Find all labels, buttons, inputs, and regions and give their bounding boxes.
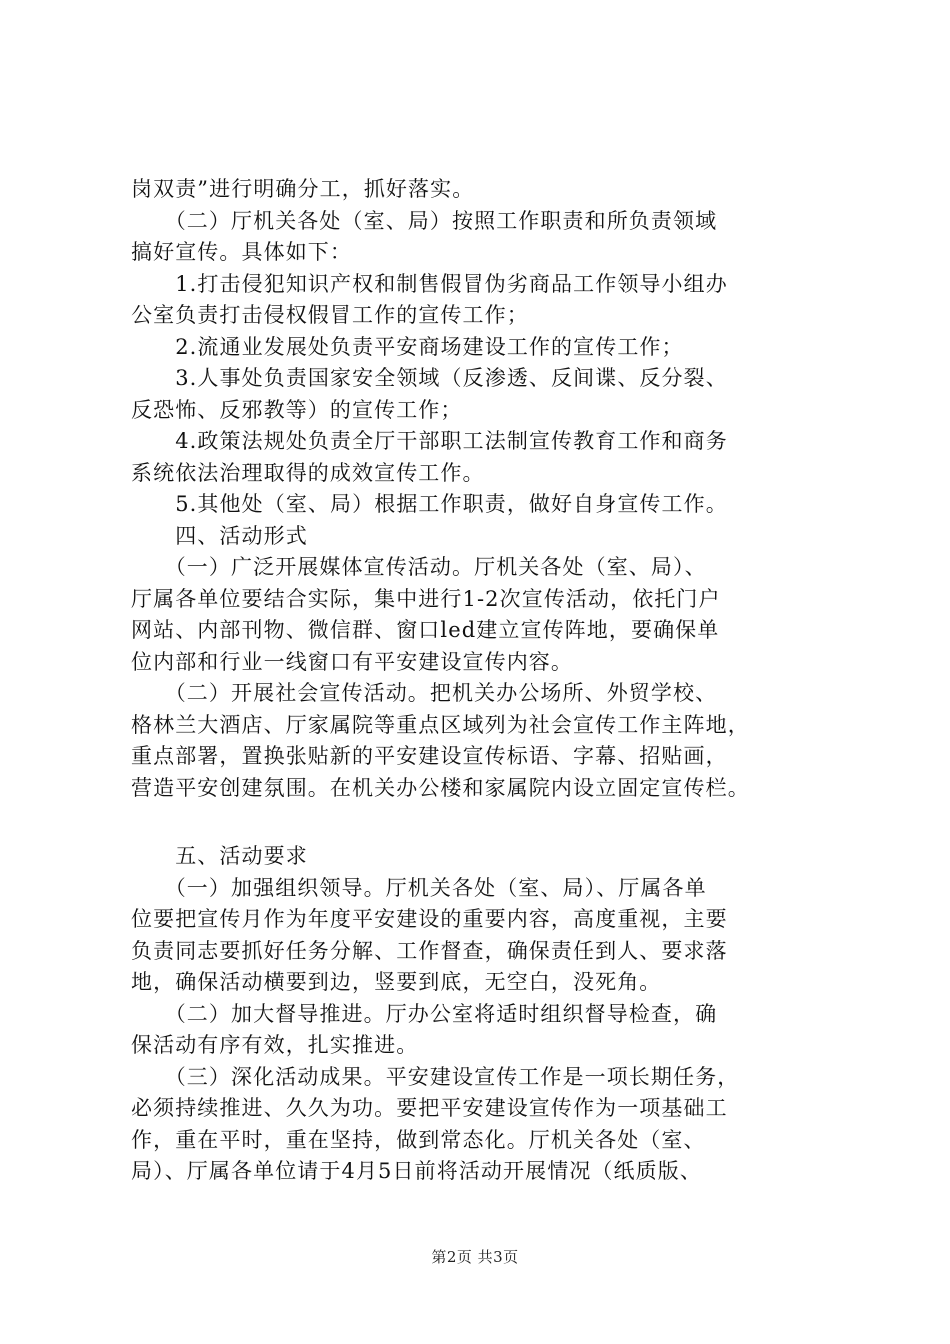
paragraph-line: 反恐怖、反邪教等）的宣传工作； [131,397,463,422]
paragraph-line: 公室负责打击侵权假冒工作的宣传工作； [131,303,529,327]
paragraph-line: 系统依法治理取得的成效宣传工作。 [131,460,485,485]
paragraph-gap [131,804,831,841]
paragraph-line: 5.其他处（室、局）根据工作职责，做好自身宣传工作。 [131,492,728,516]
paragraph-line: 2.流通业发展处负责平安商场建设工作的宣传工作； [131,334,684,359]
paragraph-line: 搞好宣传。具体如下： [131,240,352,264]
paragraph-line: （一）加强组织领导。厅机关各处（室、局）、厅属各单 [131,875,707,900]
paragraph-line: 地，确保活动横要到边，竖要到底，无空白，没死角。 [131,970,662,994]
paragraph-line: 1.打击侵犯知识产权和制售假冒伪劣商品工作领导小组办 [131,271,728,296]
document-body [131,174,831,1188]
paragraph-line: 4.政策法规处负责全厅干部职工法制宣传教育工作和商务 [131,429,728,453]
paragraph-line: 网站、内部刊物、微信群、窗口led建立宣传阵地，要确保单 [131,618,720,642]
paragraph-line: （二）厅机关各处（室、局）按照工作职责和所负责领域 [131,208,718,233]
paragraph-line: 保活动有序有效，扎实推进。 [131,1033,419,1057]
section-heading: 五、活动要求 [131,844,308,868]
paragraph-line: 岗双责”进行明确分工，抓好落实。 [131,177,475,201]
paragraph-line: 格林兰大酒店、厅家属院等重点区域列为社会宣传工作主阵地， [131,712,750,737]
paragraph-line: 位内部和行业一线窗口有平安建设宣传内容。 [131,649,573,674]
paragraph-line: 位要把宣传月作为年度平安建设的重要内容，高度重视，主要 [131,907,728,931]
paragraph-line: 负责同志要抓好任务分解、工作督查，确保责任到人、要求落 [131,938,728,963]
paragraph-line: （二）加大督导推进。厅办公室将适时组织督导检查，确 [131,1001,718,1026]
paragraph-line: 作，重在平时，重在坚持，做到常态化。厅机关各处（室、 [131,1127,706,1152]
section-heading: 四、活动形式 [131,523,308,548]
paragraph-line: 重点部署，置换张贴新的平安建设宣传标语、字幕、招贴画， [131,744,728,768]
page-number-footer: 第2页 共3页 [431,1248,519,1266]
paragraph-line: 营造平安创建氛围。在机关办公楼和家属院内设立固定宣传栏。 [131,775,750,800]
paragraph-line: 厅属各单位要结合实际，集中进行1-2次宣传活动，依托门户 [131,586,721,611]
paragraph-line: （三）深化活动成果。平安建设宣传工作是一项长期任务， [131,1064,740,1089]
paragraph-line: （二）开展社会宣传活动。把机关办公场所、外贸学校、 [131,681,718,705]
paragraph-line: 局）、厅属各单位请于4月5日前将活动开展情况（纸质版、 [131,1159,702,1183]
paragraph-line: 必须持续推进、久久为功。要把平安建设宣传作为一项基础工 [131,1096,728,1120]
paragraph-line: （一）广泛开展媒体宣传活动。厅机关各处（室、局）、 [131,555,707,579]
paragraph-line: 3.人事处负责国家安全领域（反渗透、反间谍、反分裂、 [131,366,728,390]
